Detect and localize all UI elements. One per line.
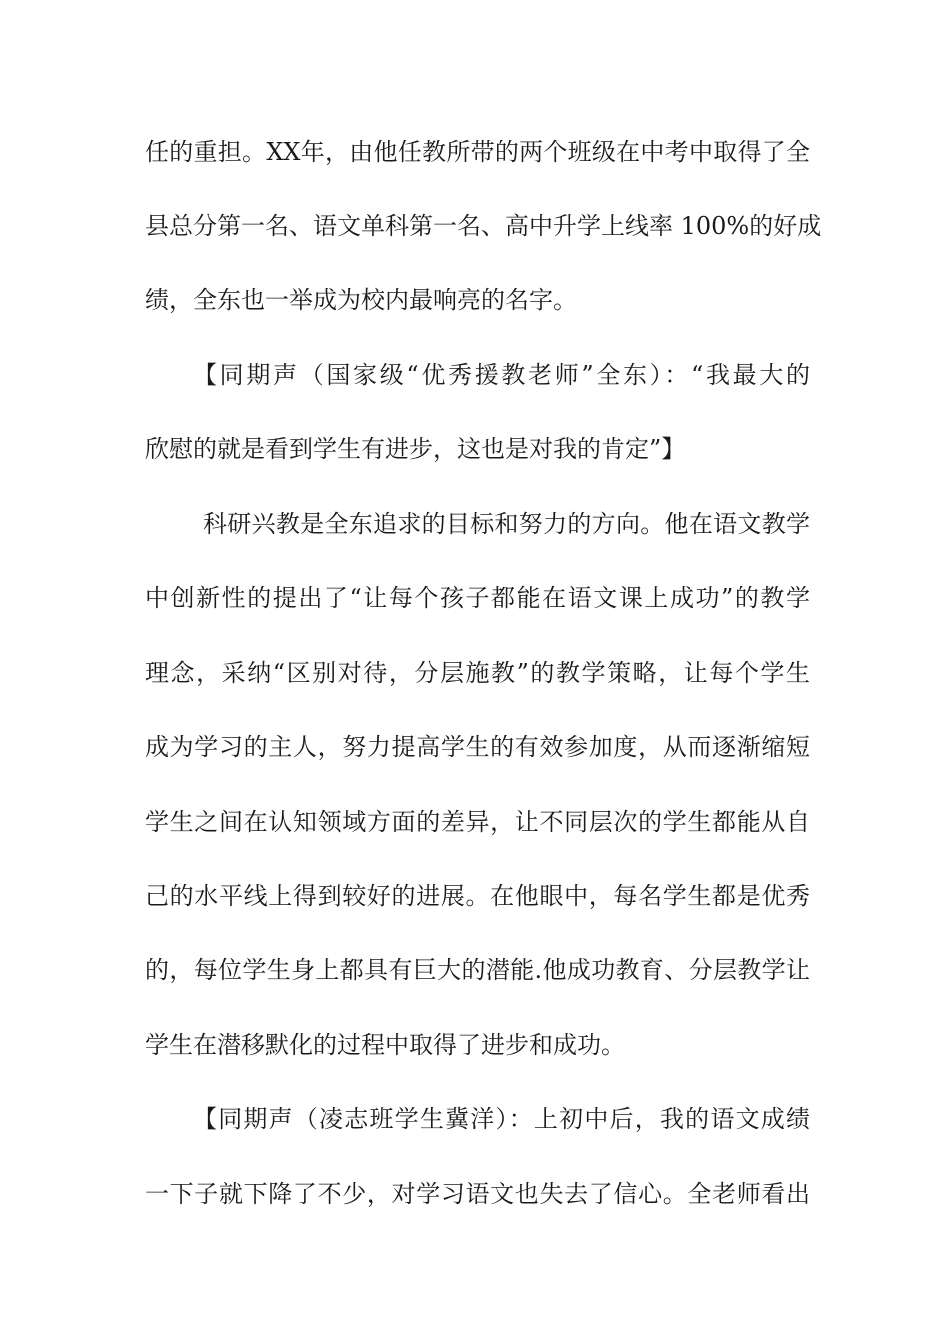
text-line: 县总分第一名、语文单科第一名、高中升学上线率 100%的好成 <box>145 212 822 240</box>
text-line: 欣慰的就是看到学生有进步，这也是对我的肯定”】 <box>145 435 686 463</box>
text-line: 【同期声（凌志班学生冀洋）：上初中后，我的语文成绩 <box>193 1105 810 1133</box>
text-line: 一下子就下降了不少，对学习语文也失去了信心。全老师看出 <box>145 1180 810 1208</box>
text-line: 学生在潜移默化的过程中取得了进步和成功。 <box>145 1031 625 1059</box>
text-line: 理念，采纳“区别对待，分层施教”的教学策略，让每个学生 <box>145 659 810 687</box>
text-line: 科研兴教是全东追求的目标和努力的方向。他在语文教学 <box>203 510 810 538</box>
text-line: 成为学习的主人，努力提高学生的有效参加度，从而逐渐缩短 <box>145 733 810 761</box>
text-line: 的，每位学生身上都具有巨大的潜能.他成功教育、分层教学让 <box>145 956 810 984</box>
text-line: 【同期声（国家级“优秀援教老师”全东）：“我最大的 <box>193 361 810 389</box>
text-line: 学生之间在认知领域方面的差异，让不同层次的学生都能从自 <box>145 808 810 836</box>
text-line: 绩，全东也一举成为校内最响亮的名字。 <box>145 286 577 314</box>
text-line: 己的水平线上得到较好的进展。在他眼中，每名学生都是优秀 <box>145 882 810 910</box>
text-line: 中创新性的提出了“让每个孩子都能在语文课上成功”的教学 <box>145 584 810 612</box>
text-line: 任的重担。XX年，由他任教所带的两个班级在中考中取得了全 <box>145 138 810 166</box>
